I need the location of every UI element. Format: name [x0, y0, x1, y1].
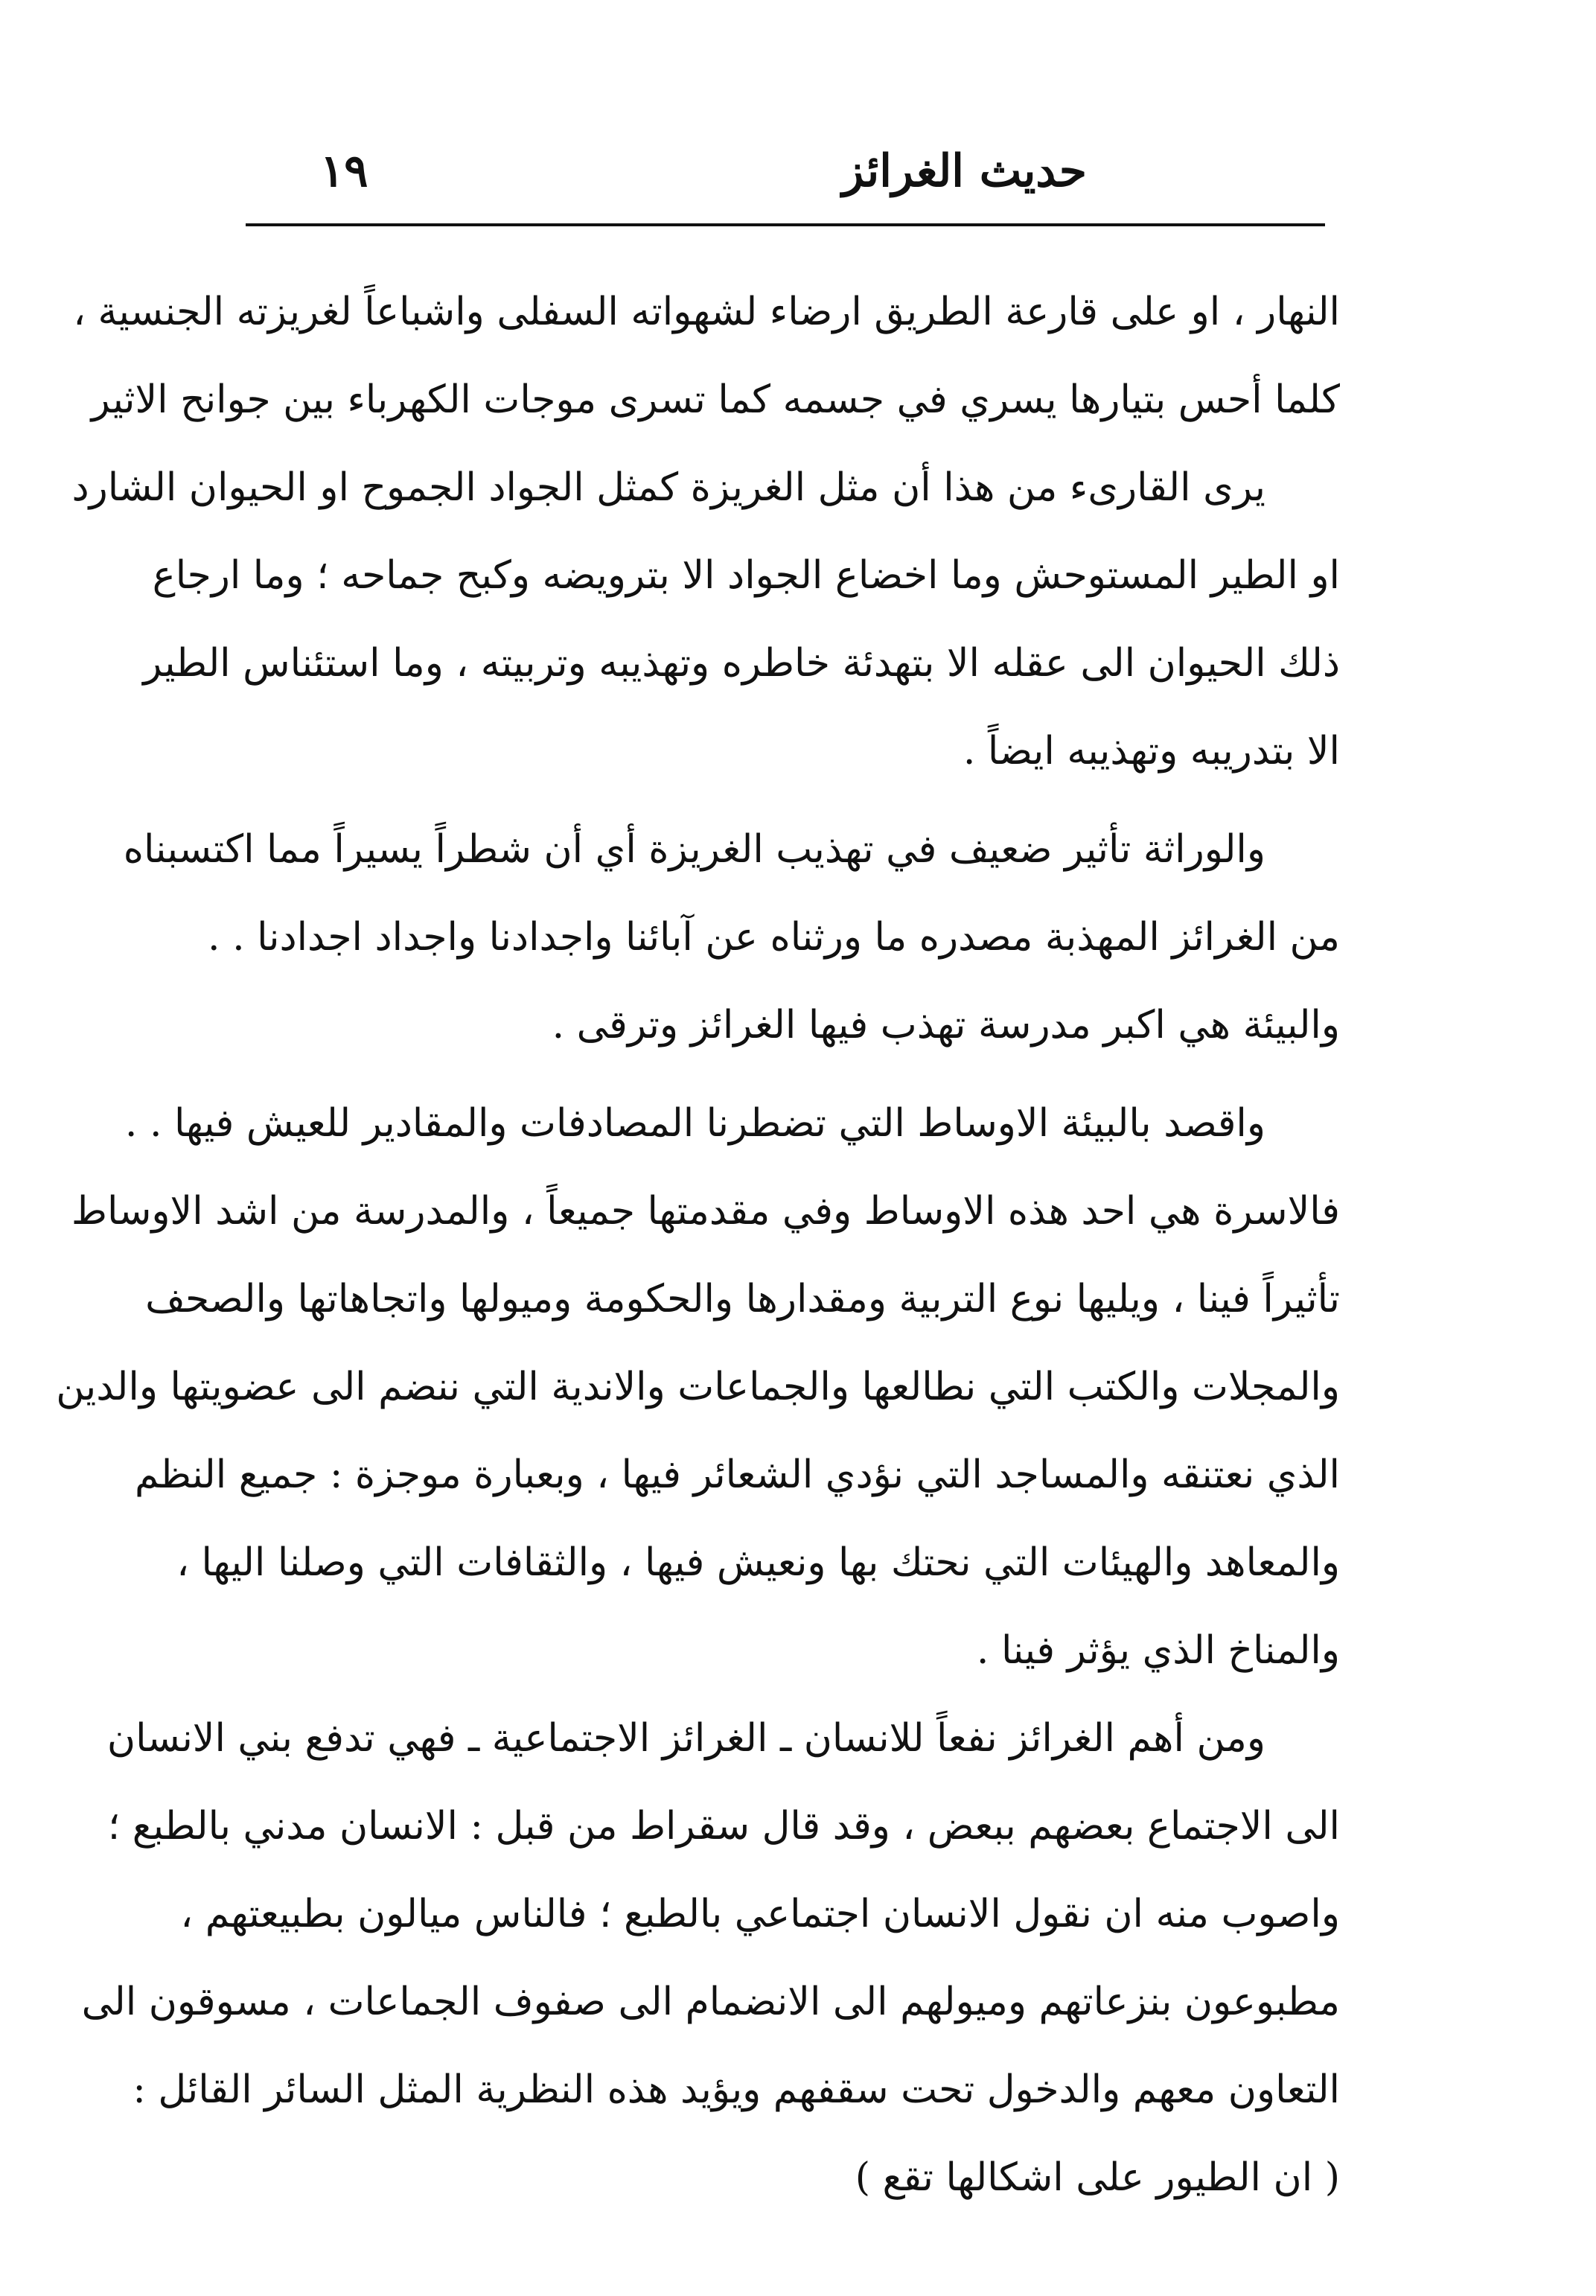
text-line: الى الاجتماع بعضهم ببعض ، وقد قال سقراط من قبل : الانسان مدني بالطبع ؛	[107, 1804, 1340, 1849]
paragraph-gap	[246, 795, 1340, 806]
text-line: مطبوعون بنزعاتهم وميولهم الى الانضمام الى صفوف الجماعات ، مسوقون الى	[81, 1980, 1340, 2024]
text-line: الا بتدريبه وتهذيبه ايضاً .	[963, 729, 1340, 774]
text-line: واقصد بالبيئة الاوساط التي تضطرنا المصادفات والمقادير للعيش فيها . .	[124, 1101, 1265, 1146]
text-line: كلما أحس بتيارها يسري في جسمه كما تسرى موجات الكهرباء بين جوانح الاثير	[91, 377, 1340, 422]
text-line: فالاسرة هي احد هذه الاوساط وفي مقدمتها جميعاً ، والمدرسة من اشد الاوساط	[71, 1189, 1340, 1234]
text-line: التعاون معهم والدخول تحت سقفهم ويؤيد هذه النظرية المثل السائر القائل :	[133, 2067, 1340, 2112]
text-line: والمجلات والكتب التي نطالعها والجماعات والاندية التي ننضم الى عضويتها والدين	[56, 1365, 1340, 1409]
running-title: حديث الغرائز	[842, 145, 1087, 197]
text-line: والمعاهد والهيئات التي نحتك بها ونعيش فيها ، والثقافات التي وصلنا اليها ،	[176, 1540, 1340, 1585]
text-line: يرى القارىء من هذا أن مثل الغريزة كمثل الجواد الجموح او الحيوان الشارد	[71, 465, 1265, 510]
text-line: ( ان الطيور على اشكالها تقع )	[855, 2155, 1340, 2200]
text-line: واصوب منه ان نقول الانسان اجتماعي بالطبع ؛ فالناس ميالون بطبيعتهم ،	[180, 1892, 1340, 1936]
text-line: او الطير المستوحش وما اخضاع الجواد الا بترويضه وكبح جماحه ؛ وما ارجاع	[152, 553, 1340, 598]
body-text	[56, 268, 1340, 2222]
page-header	[246, 145, 1325, 212]
text-line: تأثيراً فينا ، ويليها نوع التربية ومقدارها والحكومة وميولها واتجاهاتها والصحف	[145, 1277, 1340, 1321]
text-line: ومن أهم الغرائز نفعاً للانسان ـ الغرائز الاجتماعية ـ فهي تدفع بني الانسان	[106, 1716, 1265, 1761]
text-line: ذلك الحيوان الى عقله الا بتهدئة خاطره وتهذيبه وتربيته ، وما استئناس الطير	[143, 641, 1340, 686]
text-line: النهار ، او على قارعة الطريق ارضاء لشهواته السفلى واشباعاً لغريزته الجنسية ،	[73, 290, 1340, 334]
text-line: والمناخ الذي يؤثر فينا .	[976, 1628, 1340, 1673]
text-line: من الغرائز المهذبة مصدره ما ورثناه عن آبائنا واجدادنا واجداد اجدادنا . .	[208, 915, 1340, 960]
text-line: والبيئة هي اكبر مدرسة تهذب فيها الغرائز وترقى .	[552, 1003, 1340, 1047]
text-line: الذي نعتنقه والمساجد التي نؤدي الشعائر فيها ، وبعبارة موجزة : جميع النظم	[134, 1452, 1340, 1497]
page-number: ١٩	[320, 145, 368, 197]
paragraph-gap	[246, 1069, 1340, 1080]
header-rule	[246, 223, 1325, 226]
text-line: والوراثة تأثير ضعيف في تهذيب الغريزة أي أن شطراً يسيراً مما اكتسبناه	[123, 827, 1265, 872]
